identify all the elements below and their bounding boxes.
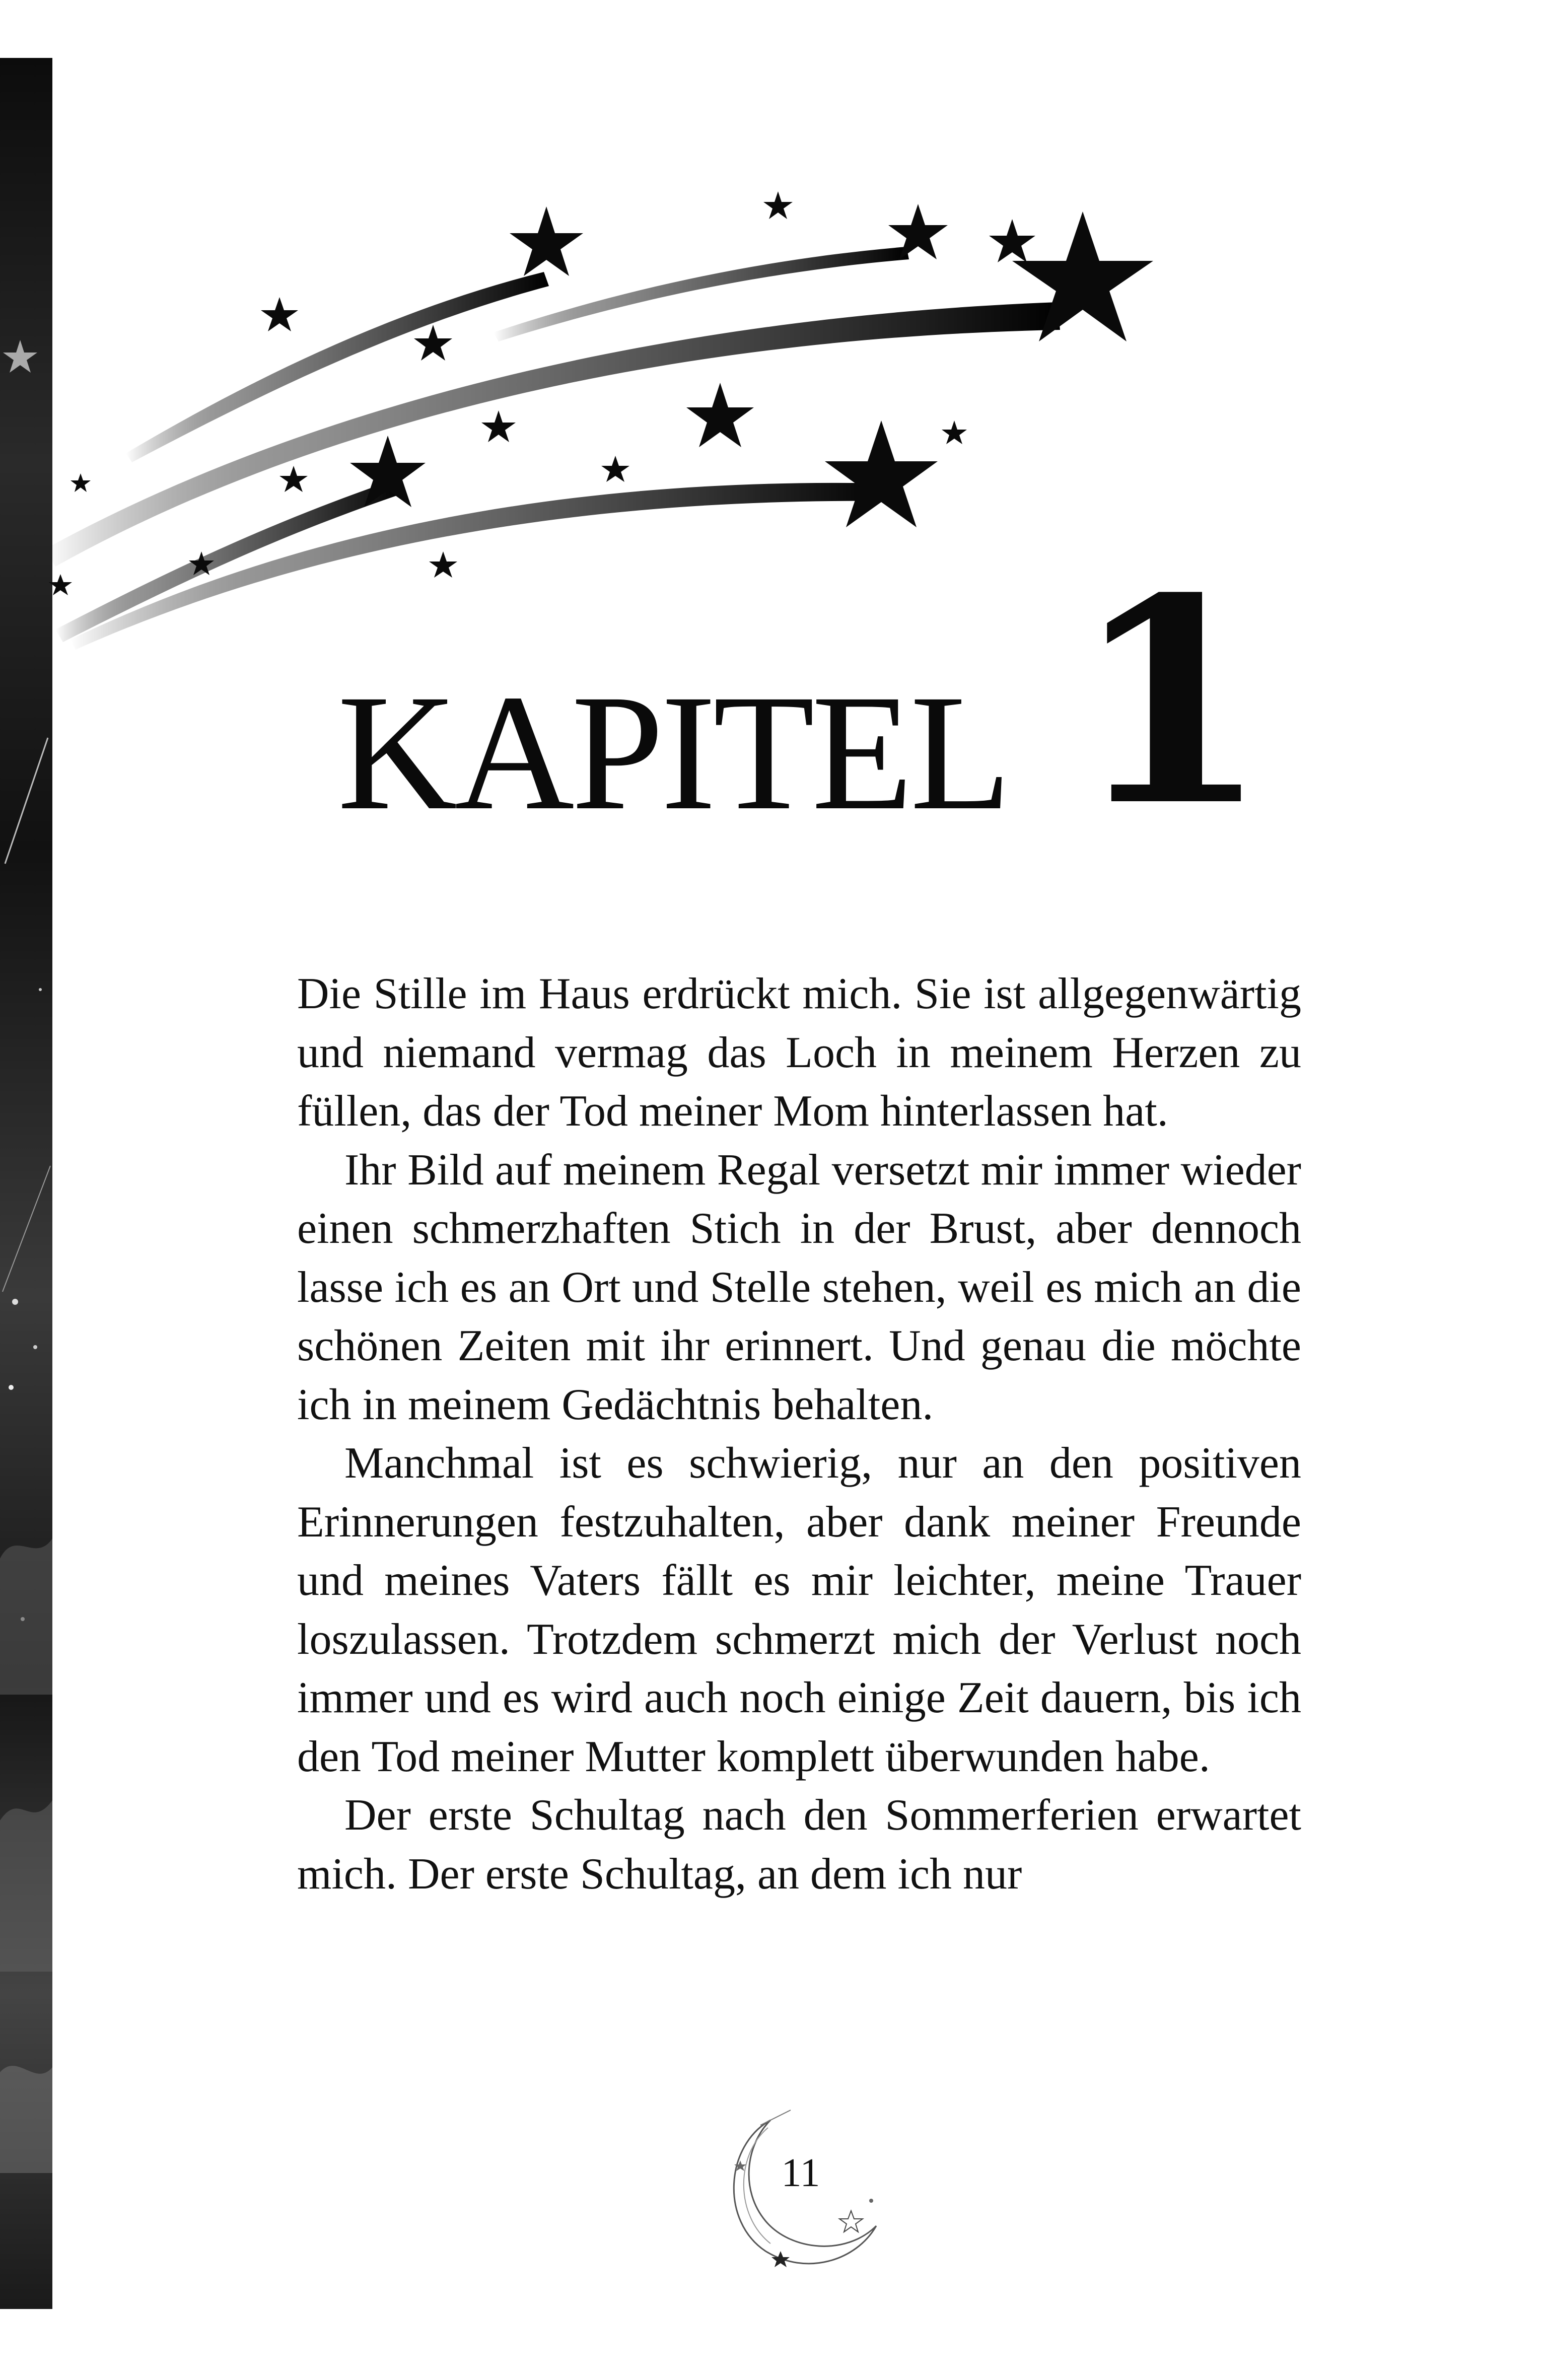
chapter-title: KAPITEL	[337, 661, 1009, 845]
chapter-body	[297, 965, 1301, 1904]
page-footer	[705, 2105, 896, 2281]
shooting-stars-icon	[0, 171, 1209, 655]
paragraph: Manchmal ist es schwierig, nur an den positiven Erinnerungen festzuhalten, aber dank meiner Freunde und meines Vaters fällt es mir leichter, meine Trauer loszulassen. Trotzdem schmerzt mich der Verlust noch immer und es wird auch noch einige Zeit dauern, bis ich den Tod meiner Mutter komplett überwunden habe.	[297, 1439, 1301, 1781]
paragraph: Der erste Schultag nach den Sommerferien erwartet mich. Der erste Schultag, an dem ich nur	[297, 1791, 1301, 1899]
chapter-number: 1	[1073, 537, 1269, 868]
paragraph: Ihr Bild auf meinem Regal versetzt mir immer wieder einen schmerzhaften Stich in der Brust, aber dennoch lasse ich es an Ort und Stelle stehen, weil es mich an die schönen Zeiten mit ihr erinnert. Und genau die möchte ich in meinem Gedächtnis behalten.	[297, 1145, 1301, 1429]
paragraph: Die Stille im Haus erdrückt mich. Sie ist allgegenwärtig und niemand vermag das Loch in meinem Herzen zu füllen, das der Tod meiner Mom hinterlassen hat.	[297, 969, 1301, 1136]
page-number: 11	[781, 2151, 820, 2195]
